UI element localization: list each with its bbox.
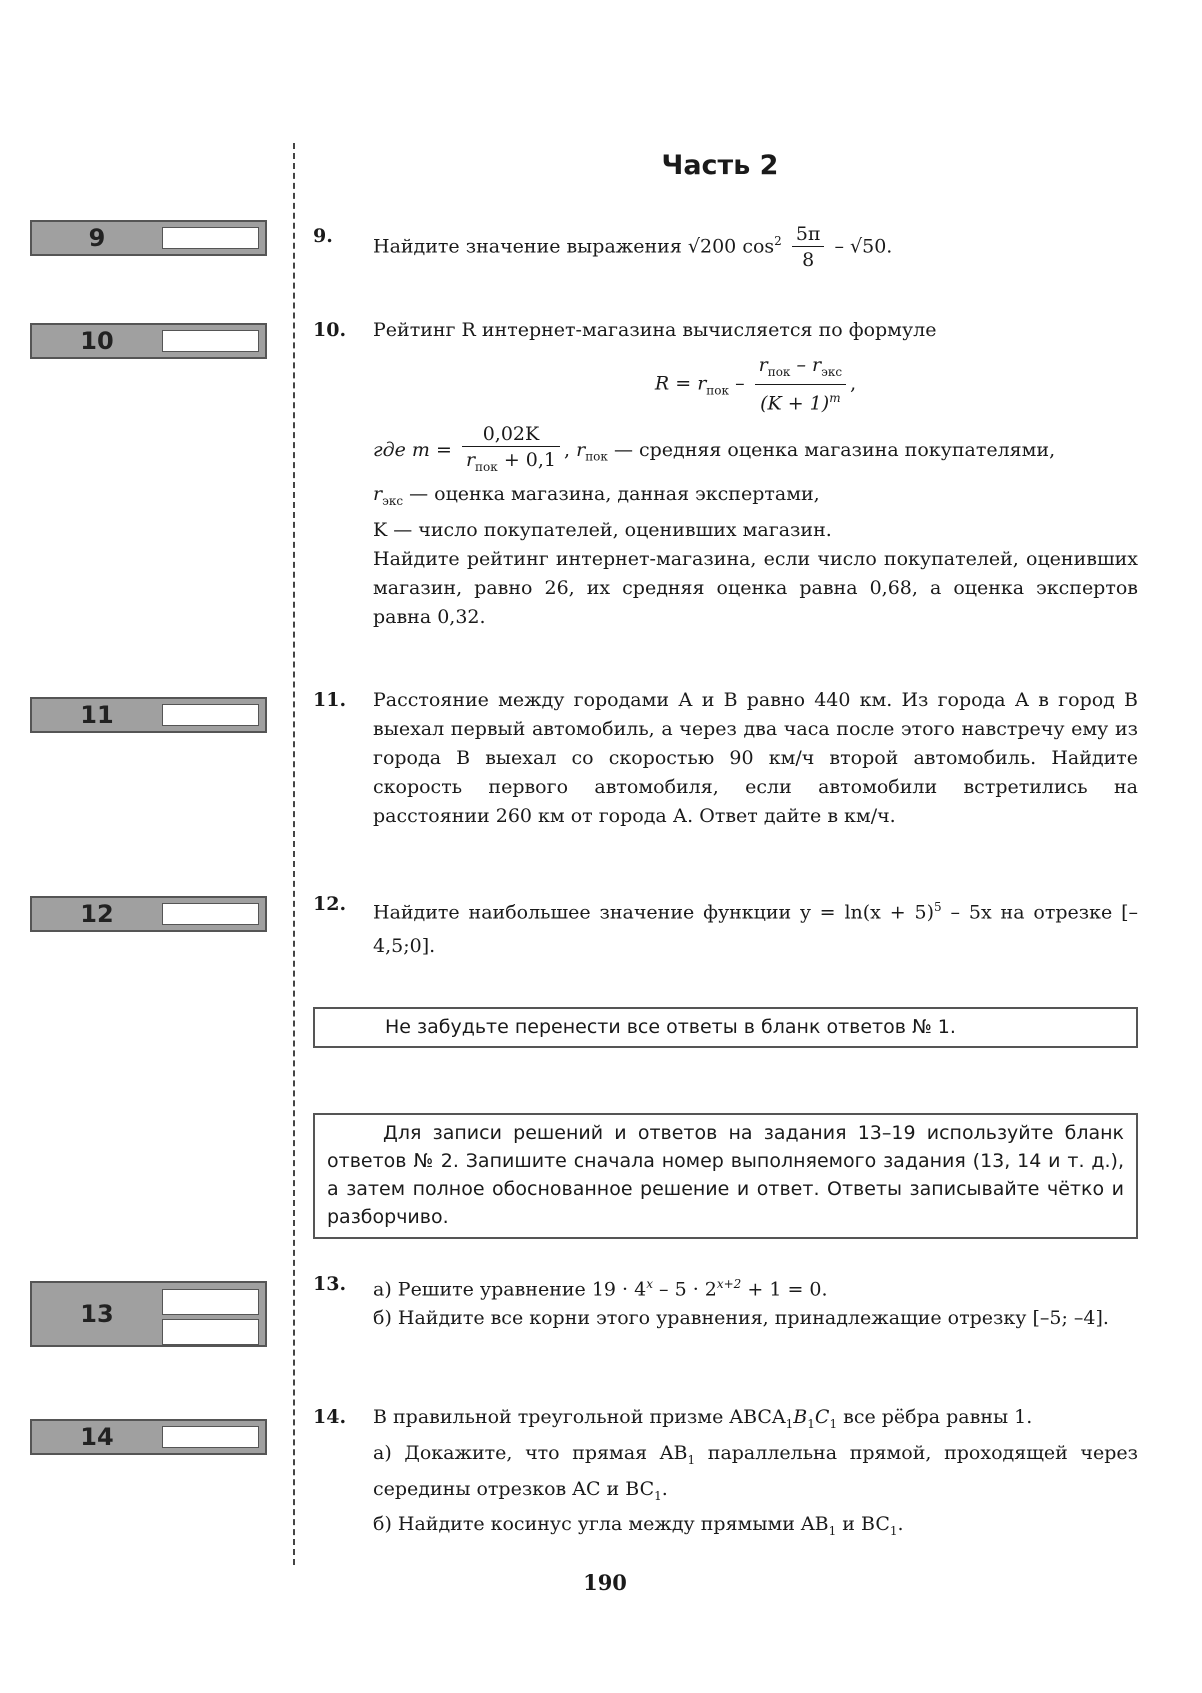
formula-sub: пок xyxy=(706,383,730,398)
answer-field[interactable] xyxy=(162,227,259,249)
formula-minus: – xyxy=(735,372,745,395)
task-text: Расстояние между городами А и В равно 440 км. Из города А в город В выехал первый автомобиль, а через два часа после этого навстречу ему из города В выехал со скоростью 90 км/ч второй автомобиль. Найдите скорость первого автомобиля, если автомобили встретились на расстоянии 260 км от города А. Ответ дайте в км/ч. xyxy=(373,689,1138,827)
expr-power: 5 xyxy=(934,900,942,914)
fraction-numerator: 0,02K xyxy=(462,422,560,447)
expr-power: 2 xyxy=(774,234,782,249)
formula-lhs: R = r xyxy=(654,372,707,395)
task-intro: В правильной треугольной призме $ABCA_1B_1C_1$ все рёбра равны 1. xyxy=(373,1406,1033,1431)
answer-box-number: 13 xyxy=(80,1300,114,1328)
rating-formula xyxy=(373,353,1138,416)
fraction xyxy=(792,222,825,273)
task-text: Найдите значение выражения xyxy=(373,235,682,258)
task-13 xyxy=(313,1270,1138,1333)
task-text: Найдите наибольшее значение функции y = ln(x + 5) xyxy=(373,901,935,924)
answer-field[interactable] xyxy=(162,330,259,352)
answer-box-9 xyxy=(30,220,267,256)
task-11 xyxy=(313,686,1138,831)
k-definition: K — число покупателей, оценивших магазин. xyxy=(373,518,832,541)
formula-fraction xyxy=(755,353,846,416)
reminder-box xyxy=(313,1007,1138,1048)
answer-box-number: 12 xyxy=(80,900,114,928)
fraction-numerator: 5π xyxy=(792,222,825,247)
answer-field-b[interactable] xyxy=(162,1319,259,1345)
rexs-definition: $r_{экс}$ — оценка магазина, данная экспертами, xyxy=(373,482,820,508)
task-9 xyxy=(313,222,1138,273)
task-number: 14. xyxy=(313,1406,347,1428)
answer-field[interactable] xyxy=(162,1426,259,1448)
fraction-denominator: $r_{пок} + 0,1$ xyxy=(465,449,556,474)
m-fraction xyxy=(462,422,560,480)
answer-box-14 xyxy=(30,1419,267,1455)
task-tail: – 5x на отрезке [–4,5;0]. xyxy=(373,901,1138,958)
task-14 xyxy=(313,1403,1138,1546)
answer-field-a[interactable] xyxy=(162,1289,259,1315)
instructions-box xyxy=(313,1113,1138,1239)
task-part-b: б) Найдите косинус угла между прямыми $AB_1$ и $BC_1$. xyxy=(373,1513,904,1539)
m-definition: где m = $\frac{0,02K}{r_{пок} + 0,1}$ , $r_{пок}$ — средняя оценка магазина покупателями, xyxy=(373,422,1138,480)
answer-box-number: 11 xyxy=(80,701,114,729)
answer-box-11 xyxy=(30,697,267,733)
formula-comma: , xyxy=(850,372,857,395)
task-part-a: а) Решите уравнение $19 \cdot 4^x - 5 \cdot 2^{x+2} + 1 = 0$. xyxy=(373,1277,828,1301)
reminder-text: Не забудьте перенести все ответы в бланк ответов № 1. xyxy=(385,1016,956,1038)
task-part-a: а) Докажите, что прямая $AB_1$ параллельна прямой, проходящей через середины отрезков AC и $BC_1$. xyxy=(373,1441,1138,1503)
answer-box-12 xyxy=(30,896,267,932)
fraction-denominator: $(K + 1)^m$ xyxy=(760,390,841,415)
task-10 xyxy=(313,316,1138,632)
task-question: Найдите рейтинг интернет-магазина, если число покупателей, оценивших магазин, равно 26, их средняя оценка равна 0,68, а оценка экспертов равна 0,32. xyxy=(373,547,1138,628)
expr-tail: – √50. xyxy=(834,235,893,258)
instructions-text: Для записи решений и ответов на задания 13–19 используйте бланк ответов № 2. Запишите сначала номер выполняемого задания (13, 14 и т. д.), а затем полное обоснованное решение и ответ. Ответы записывайте чётко и разборчиво. xyxy=(327,1122,1124,1228)
answer-field[interactable] xyxy=(162,903,259,925)
task-number: 13. xyxy=(313,1273,347,1295)
page-number: 190 xyxy=(583,1570,627,1595)
answer-box-13 xyxy=(30,1281,267,1347)
fraction-numerator: $r_{пок} - r_{экс}$ xyxy=(755,353,846,385)
task-number: 9. xyxy=(313,225,333,247)
answer-box-number: 10 xyxy=(80,327,114,355)
task-part-b: б) Найдите все корни этого уравнения, принадлежащие отрезку [–5; –4]. xyxy=(373,1307,1109,1330)
answer-box-number: 14 xyxy=(80,1423,114,1451)
task-12 xyxy=(313,890,1138,963)
cut-line xyxy=(293,143,295,1565)
answer-box-10 xyxy=(30,323,267,359)
answer-box-number: 9 xyxy=(88,224,106,252)
answer-field[interactable] xyxy=(162,704,259,726)
part-title: Часть 2 xyxy=(661,150,779,181)
task-number: 11. xyxy=(313,689,347,711)
fraction-denominator: 8 xyxy=(802,249,815,271)
task-number: 10. xyxy=(313,319,347,341)
task-intro: Рейтинг R интернет-магазина вычисляется по формуле xyxy=(373,319,937,341)
expr-cos: cos xyxy=(742,235,775,258)
task-number: 12. xyxy=(313,893,347,915)
expr-root: √200 xyxy=(687,235,737,258)
